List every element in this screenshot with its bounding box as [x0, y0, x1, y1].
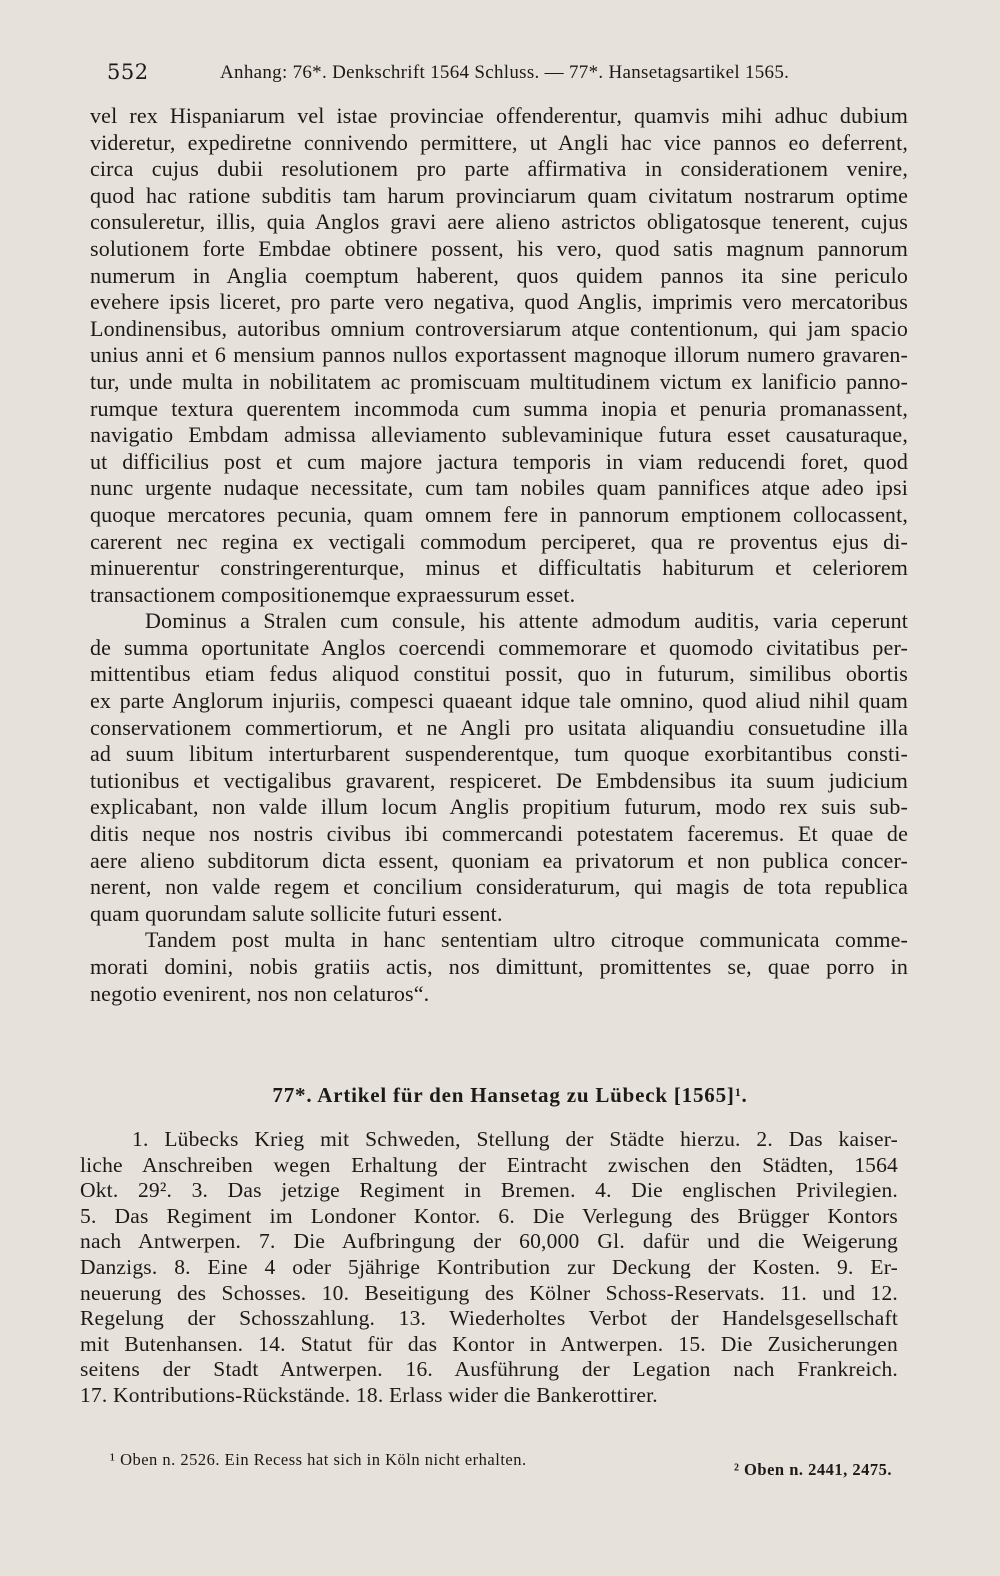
- article-line: mit Butenhansen. 14. Statut für das Kontor in Antwerpen. 15. Die Zusicherungen: [80, 1331, 898, 1356]
- article-list: [80, 1127, 898, 1409]
- text-line: numerum in Anglia coemptum haberent, quos quidem pannos ita sine periculo: [90, 262, 908, 288]
- text-line: explicabant, non valde illum locum Anglis propitium futurum, modo rex suis sub-: [90, 794, 908, 820]
- article-line: 5. Das Regiment im Londoner Kontor. 6. Die Verlegung des Brügger Kontors: [80, 1203, 898, 1228]
- article-line: nach Antwerpen. 7. Die Aufbringung der 60,000 Gl. dafür und die Weigerung: [80, 1229, 898, 1254]
- text-line: negotio evenirent, nos non celaturos“.: [90, 980, 430, 1006]
- text-line: Londinensibus, autoribus omnium controversiarum atque contentionum, qui jam spacio: [90, 315, 908, 341]
- paragraph-3: [90, 927, 908, 1007]
- paragraph-2: [90, 608, 908, 927]
- footnotes: [110, 1450, 892, 1480]
- text-line: quod hac ratione subditis tam harum provinciarum quam civitatum nostrarum optime: [90, 182, 908, 208]
- text-line: vel rex Hispaniarum vel istae provinciae offenderentur, quamvis mihi adhuc dubium: [90, 103, 908, 128]
- text-line: nerent, non valde regem et concilium consideraturum, qui magis de tota republica: [90, 874, 908, 900]
- section-title-text: 77*. Artikel für den Hansetag zu Lübeck [1565]: [272, 1083, 735, 1107]
- footnote-1: ¹ Oben n. 2526. Ein Recess hat sich in Köln nicht erhalten.: [110, 1450, 527, 1469]
- body-text: [90, 103, 908, 1007]
- article-line: neuerung des Schosses. 10. Beseitigung des Kölner Schoss-Reservats. 11. und 12.: [80, 1280, 898, 1305]
- text-line: navigatio Embdam admissa alleviamento sublevaminique futura esset causaturaque,: [90, 422, 908, 448]
- text-line: rumque textura querentem incommoda cum summa inopia et penuria promanassent,: [90, 395, 908, 421]
- text-line: ad suum libitum interturbarent suspenderentque, tum quoque exorbitantibus consti-: [90, 741, 908, 767]
- footnote-2: ² Oben n. 2441, 2475.: [733, 1460, 892, 1479]
- text-line: tur, unde multa in nobilitatem ac promiscuam multitudinem victum ex lanificio panno-: [90, 368, 908, 394]
- text-line: quam quorundam salute sollicite futuri essent.: [90, 900, 503, 926]
- article-line: Danzigs. 8. Eine 4 oder 5jährige Kontribution zur Deckung der Kosten. 9. Er-: [80, 1254, 898, 1279]
- title-footnote-mark: 1: [734, 1085, 742, 1099]
- text-line: videretur, expediretne connivendo permittere, ut Angli hac vice pannos eo deferrent,: [90, 129, 908, 155]
- article-line: liche Anschreiben wegen Erhaltung der Eintracht zwischen den Städten, 1564: [80, 1152, 898, 1177]
- text-line: circa cujus dubii resolutionem pro parte affirmativa in considerationem venire,: [90, 156, 908, 182]
- text-line: de summa oportunitate Anglos coercendi commemorare et quomodo civitatibus per-: [90, 634, 908, 660]
- text-line: morati domini, nobis gratiis actis, nos dimittunt, promittentes se, quae porro in: [90, 954, 908, 979]
- text-line: ex parte Anglorum injuriis, compesci quaeant idque tale omnino, quod aliud nihil quam: [90, 688, 908, 714]
- article-line: Okt. 29². 3. Das jetzige Regiment in Bremen. 4. Die englischen Privilegien.: [80, 1178, 898, 1203]
- text-line: evehere ipsis liceret, pro parte vero negativa, quod Anglis, imprimis vero mercatoribus: [90, 289, 908, 315]
- text-line: Tandem post multa in hanc sententiam ultro citroque communicata comme-: [145, 927, 908, 953]
- text-line: ditis neque nos nostris civibus ibi commercandi potestatem faceremus. Et quae de: [90, 821, 908, 847]
- text-line: ut difficilius post et cum majore jactura temporis in viam reducendi foret, quod: [90, 448, 908, 474]
- section-title: [0, 1083, 1000, 1108]
- page-header: [107, 60, 907, 90]
- text-line: tutionibus et vectigalibus gravarent, respiceret. De Embdensibus ita suum judicium: [90, 767, 908, 793]
- text-line: transactionem compositionemque expraessurum esset.: [90, 581, 576, 607]
- text-line: carerent nec regina ex vectigali commodum perciperet, qua re proventus ejus di-: [90, 528, 908, 554]
- running-head: Anhang: 76*. Denkschrift 1564 Schluss. — 77*. Hansetagsartikel 1565.: [220, 62, 790, 83]
- article-line: 17. Kontributions-Rückstände. 18. Erlass wider die Bankerottirer.: [80, 1382, 658, 1407]
- text-line: aere alieno subditorum dicta essent, quoniam ea privatorum et non publica concer-: [90, 847, 908, 873]
- page-number: 552: [107, 60, 149, 84]
- text-line: quoque mercatores pecunia, quam omnem fere in pannorum emptionem collocassent,: [90, 501, 908, 527]
- article-line: 1. Lübecks Krieg mit Schweden, Stellung der Städte hierzu. 2. Das kaiser-: [132, 1127, 898, 1151]
- text-line: solutionem forte Embdae obtinere possent, his vero, quod satis magnum pannorum: [90, 235, 908, 261]
- text-line: Dominus a Stralen cum consule, his attente admodum auditis, varia ceperunt: [145, 608, 908, 634]
- text-line: conservationem commertiorum, et ne Angli pro usitata aliquandiu consuetudine illa: [90, 714, 908, 740]
- text-line: unius anni et 6 mensium pannos nullos exportassent magnoque illorum numero gravaren-: [90, 342, 908, 368]
- article-line: Regelung der Schosszahlung. 13. Wiederholtes Verbot der Handelsgesellschaft: [80, 1306, 898, 1331]
- section-title-end: .: [741, 1083, 748, 1107]
- text-line: nunc urgente nudaque necessitate, cum tam nobiles quam pannifices atque adeo ipsi: [90, 475, 908, 501]
- article-line: seitens der Stadt Antwerpen. 16. Ausführung der Legation nach Frankreich.: [80, 1357, 898, 1382]
- text-line: minuerentur constringerenturque, minus et difficultatis habiturum et celeriorem: [90, 555, 908, 581]
- paragraph-1: [90, 103, 908, 608]
- text-line: mittentibus etiam fedus aliquod constitui possit, quo in futurum, similibus obortis: [90, 661, 908, 687]
- text-line: consuleretur, illis, quia Anglos gravi aere alieno astrictos obligatosque tenerent, cujus: [90, 209, 908, 235]
